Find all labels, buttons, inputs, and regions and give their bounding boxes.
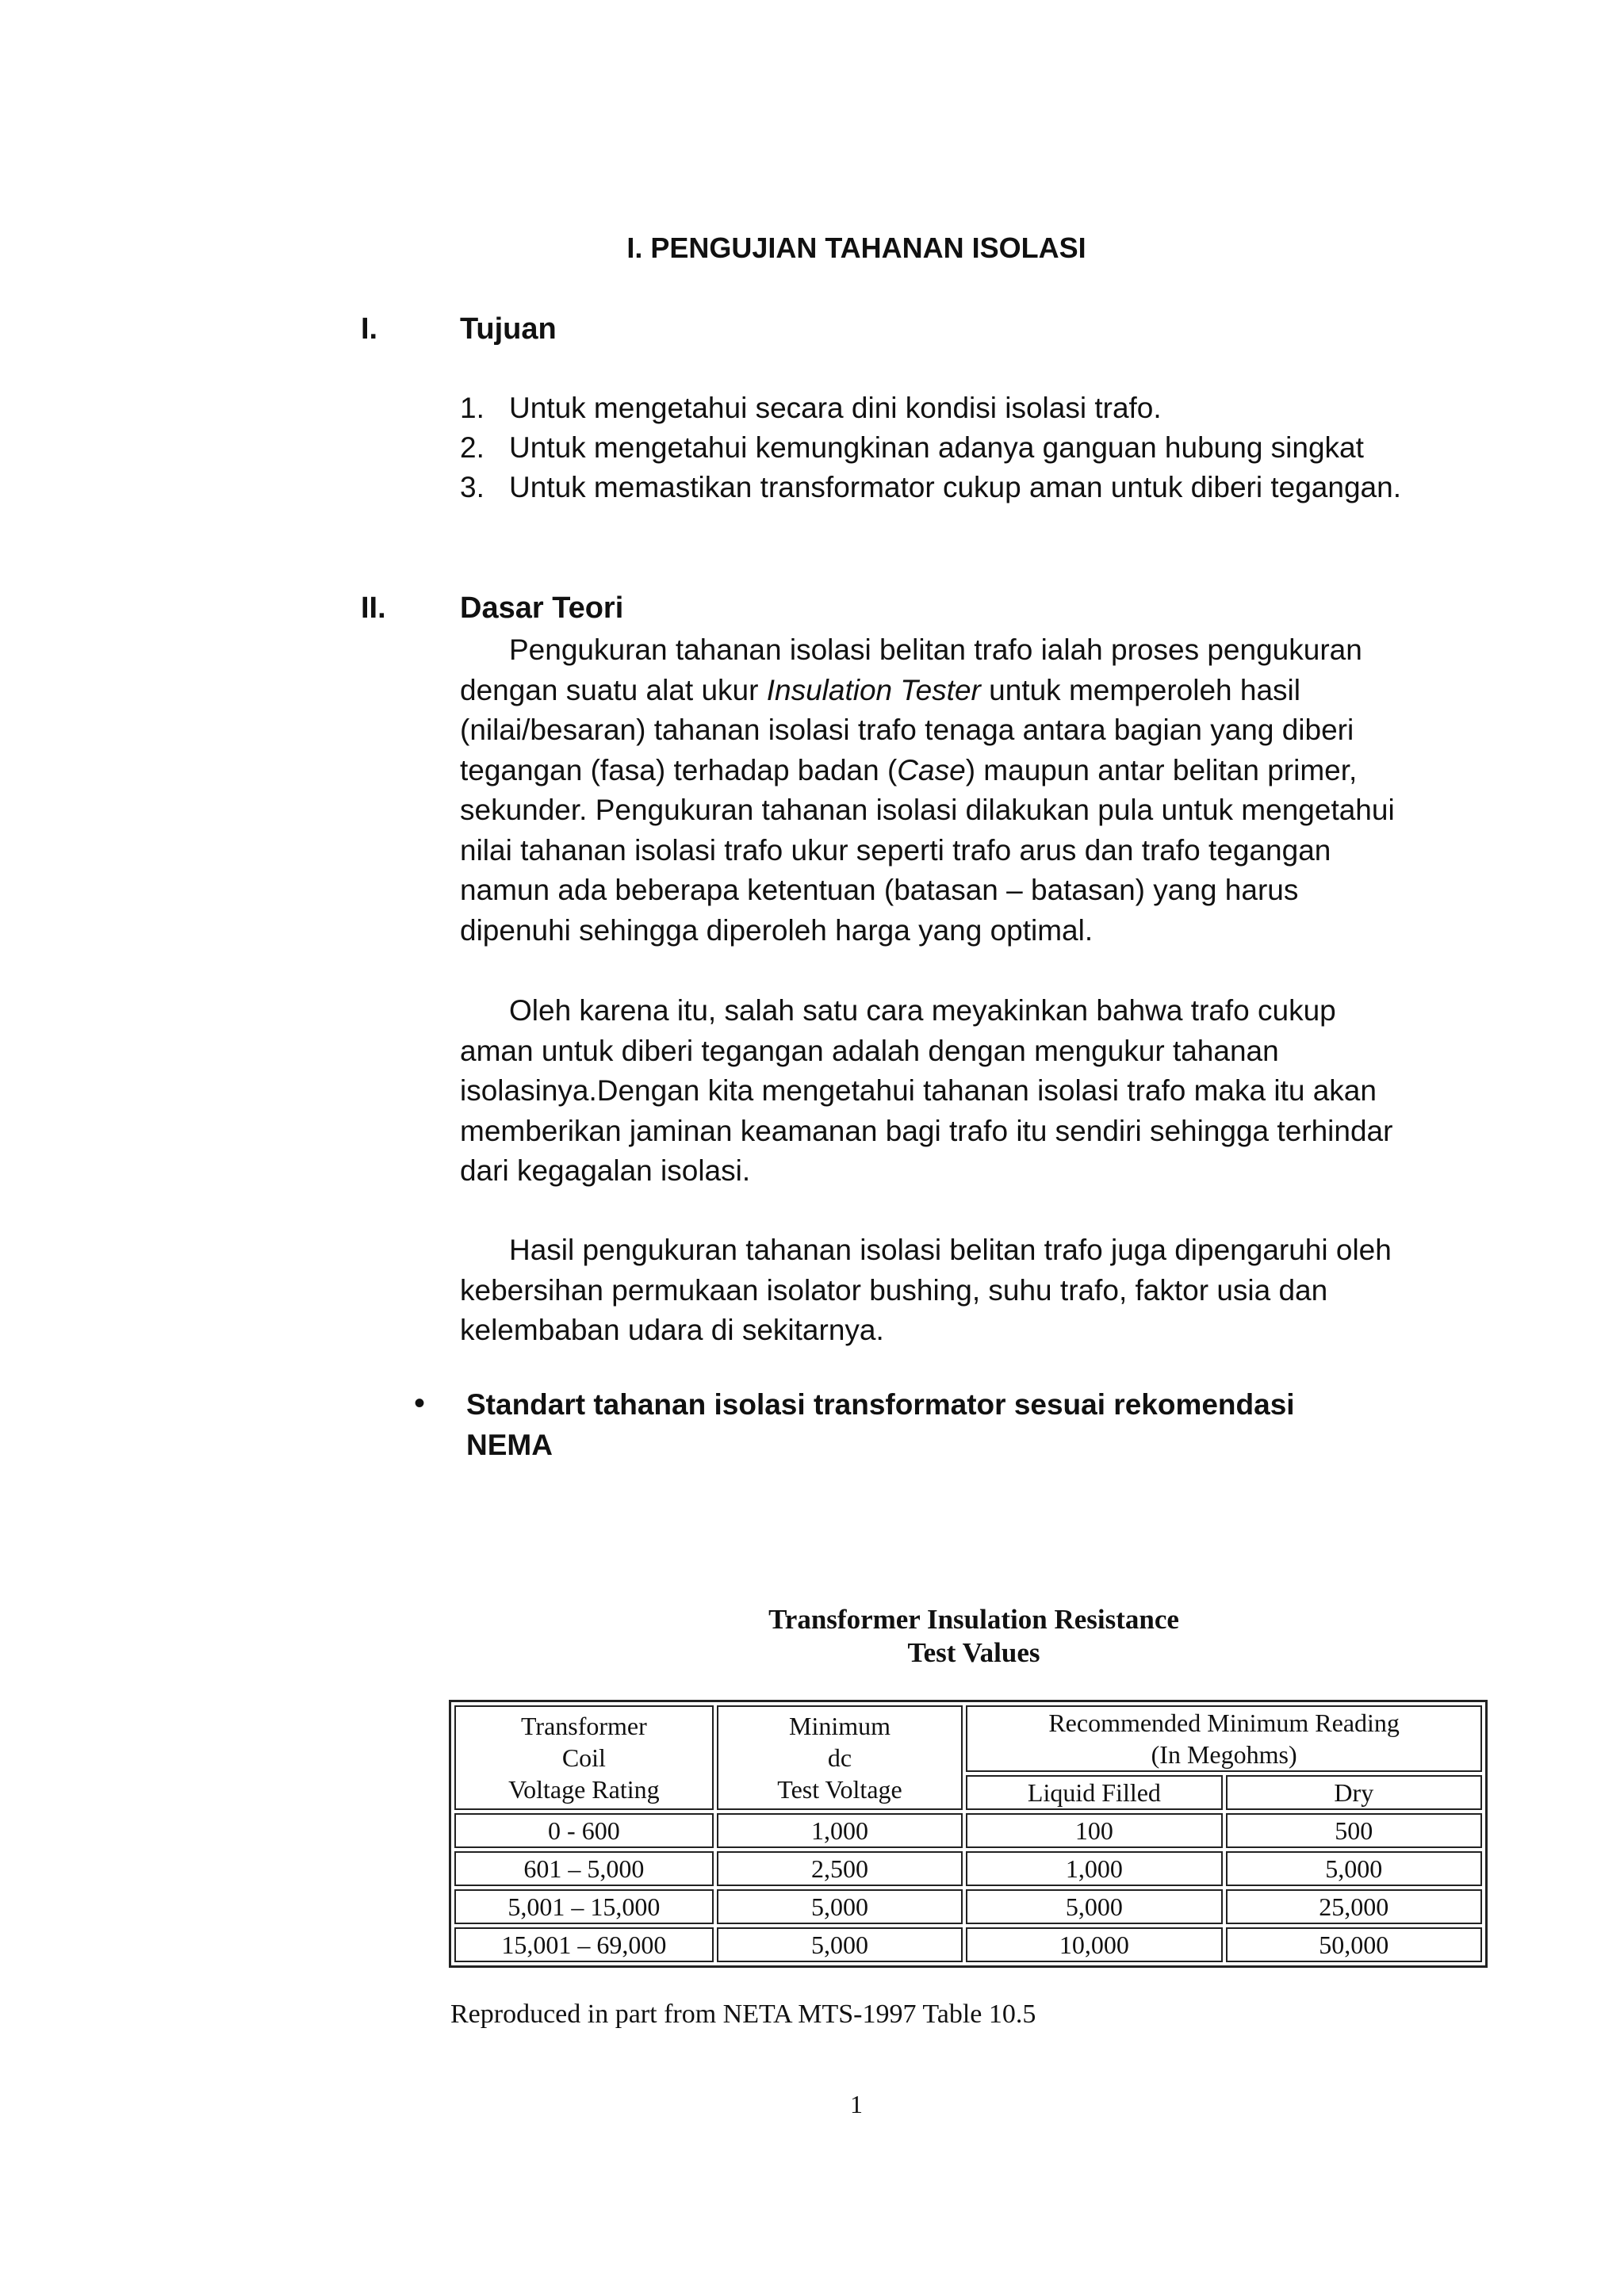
table-cell: 5,000 [966,1889,1222,1924]
table-cell: 1,000 [966,1851,1222,1886]
table-cell: 601 – 5,000 [454,1851,714,1886]
header-dry: Dry [1226,1775,1482,1810]
bullet-heading: Standart tahanan isolasi transformator sesuai rekomendasi NEMA [466,1388,1295,1461]
theory-paragraph-2: Oleh karena itu, salah satu cara meyakinkan bahwa trafo cukup aman untuk diberi tegangan adalah dengan mengukur tahanan isolasinya.Dengan kita mengetahui tahanan isolasi trafo maka itu akan memberikan jaminan keamanan bagi trafo itu sendiri sehingga terhindar dari kegagalan isolasi. [460,994,1393,1187]
table-title: Transformer Insulation Resistance Test Values [768,1604,1179,1668]
theory-paragraph-1: Pengukuran tahanan isolasi belitan trafo ialah proses pengukuran dengan suatu alat ukur Insulation Tester untuk memperoleh hasil (nilai/besaran) tahanan isolasi trafo tenaga antara bagian yang diberi tegangan (fasa) terhadap badan (Case) maupun antar belitan primer, sekunder. Pengukuran tahanan isolasi dilakukan pula untuk mengetahui nilai tahanan isolasi trafo ukur seperti trafo arus dan trafo tegangan namun ada beberapa ketentuan (batasan – batasan) yang harus dipenuhi sehingga diperoleh harga yang optimal. [460,633,1395,947]
table-row [454,1813,1482,1848]
section-number-2: II. [361,591,386,625]
table-caption: Reproduced in part from NETA MTS-1997 Table 10.5 [450,1999,1036,2029]
table-cell: 1,000 [717,1813,963,1848]
list-item [460,428,1402,468]
page-number: 1 [850,2090,863,2118]
section-heading-dasar-teori: Dasar Teori [460,591,624,625]
table-cell: 5,000 [1226,1851,1482,1886]
item-number: 1. [460,392,485,424]
table-row [454,1889,1482,1924]
insulation-resistance-table [449,1700,1488,1968]
theory-paragraph-3: Hasil pengukuran tahanan isolasi belitan trafo juga dipengaruhi oleh kebersihan permukaan isolator bushing, suhu trafo, faktor usia dan kelembaban udara di sekitarnya. [460,1234,1392,1346]
table-cell: 5,001 – 15,000 [454,1889,714,1924]
table-row [454,1927,1482,1962]
item-text: Untuk mengetahui secara dini kondisi isolasi trafo. [509,392,1162,424]
table-cell: 10,000 [966,1927,1222,1962]
table-cell: 50,000 [1226,1927,1482,1962]
table-cell: 500 [1226,1813,1482,1848]
table-cell: 15,001 – 69,000 [454,1927,714,1962]
list-item [460,388,1402,428]
page-title: I. PENGUJIAN TAHANAN ISOLASI [626,232,1086,264]
header-test-voltage: Minimum dc Test Voltage [717,1705,963,1810]
list-item [460,468,1402,507]
section-heading-tujuan: Tujuan [460,312,557,346]
table-cell: 5,000 [717,1927,963,1962]
table-cell: 5,000 [717,1889,963,1924]
item-text: Untuk memastikan transformator cukup aman untuk diberi tegangan. [509,471,1401,503]
item-text: Untuk mengetahui kemungkinan adanya ganguan hubung singkat [509,431,1364,464]
table-cell: 25,000 [1226,1889,1482,1924]
table-cell: 0 - 600 [454,1813,714,1848]
header-liquid-filled: Liquid Filled [966,1775,1222,1810]
item-number: 3. [460,471,485,503]
header-voltage-rating: Transformer Coil Voltage Rating [454,1705,714,1810]
section-number-1: I. [361,312,378,346]
bullet-icon: • [414,1386,426,1421]
item-number: 2. [460,431,485,464]
table-row [454,1851,1482,1886]
header-recommended-reading: Recommended Minimum Reading (In Megohms) [966,1705,1482,1772]
objectives-list [460,388,1402,507]
table-cell: 2,500 [717,1851,963,1886]
table-cell: 100 [966,1813,1222,1848]
